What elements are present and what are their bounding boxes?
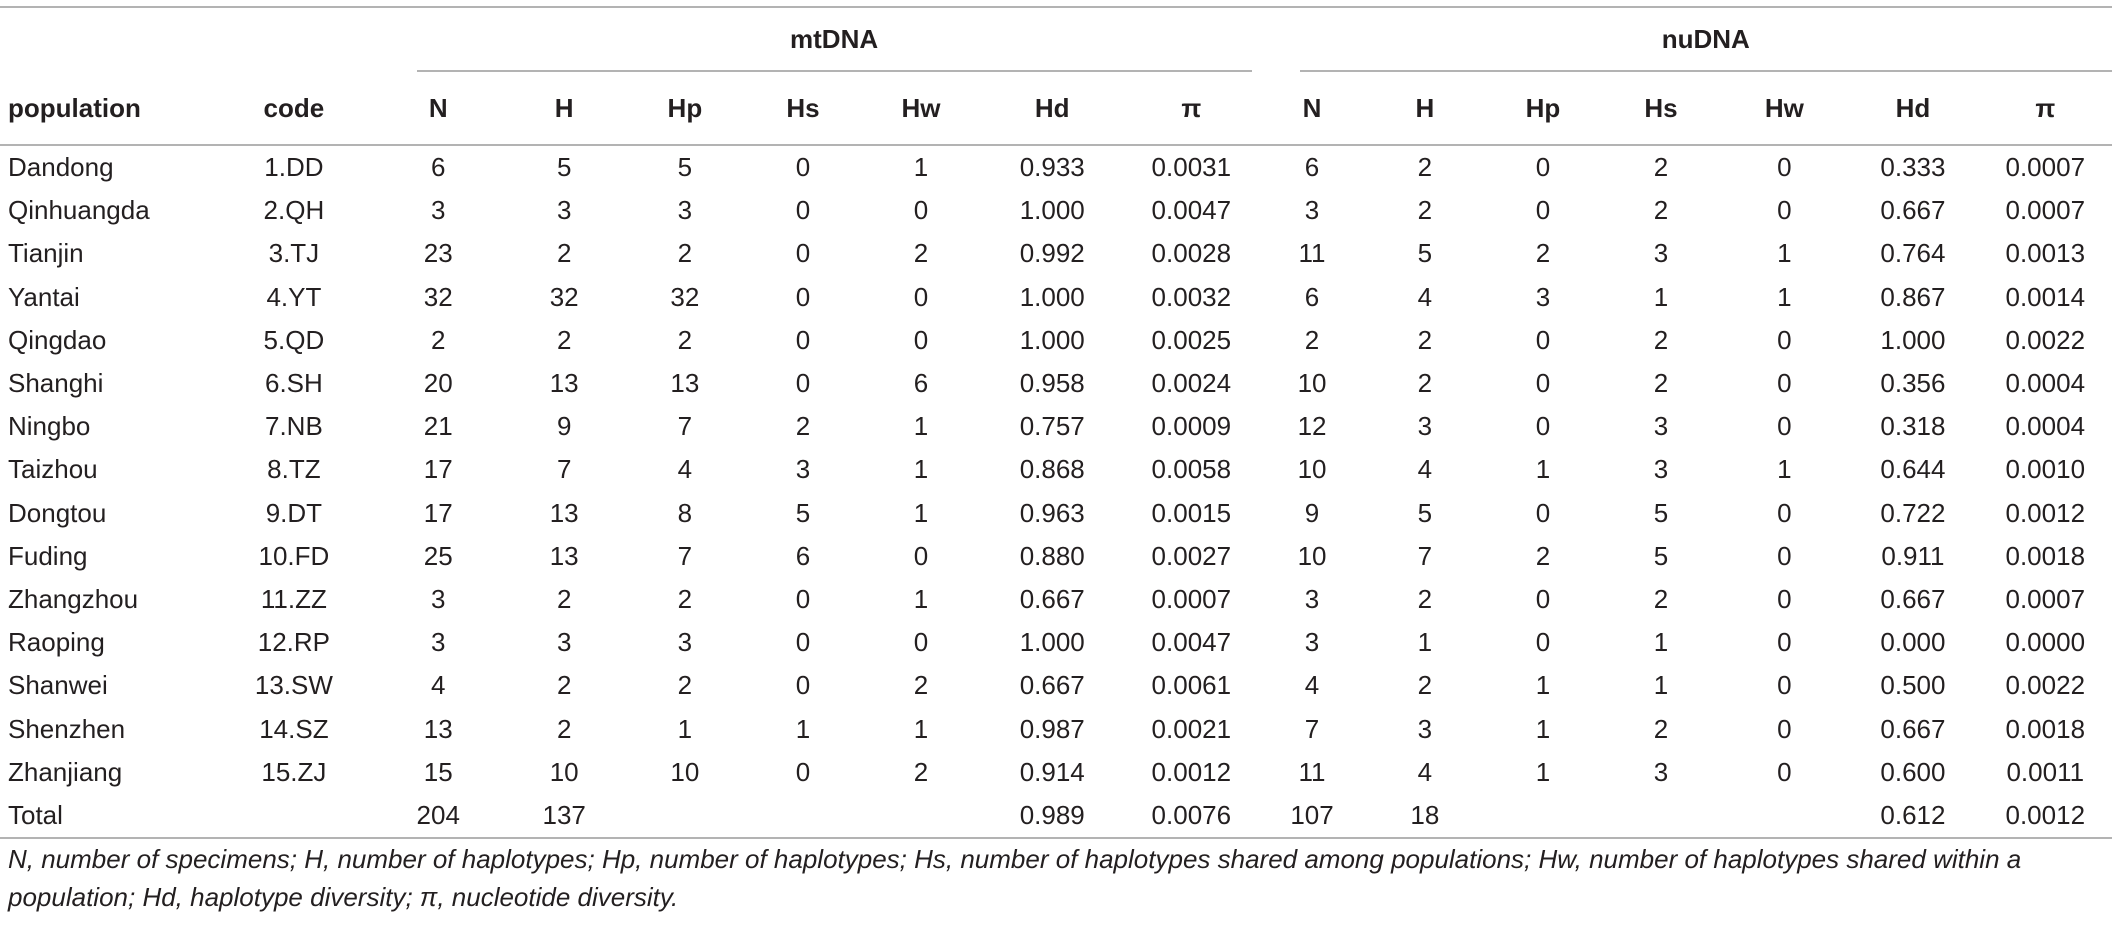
value-cell: 0.333 <box>1880 152 1946 183</box>
code-cell: 14.SZ <box>259 713 329 744</box>
value-cell: 0 <box>1777 713 1792 744</box>
value-cell: 204 <box>373 794 504 838</box>
value-cell: 6 <box>430 152 446 183</box>
table-row <box>0 621 2112 664</box>
value-cell: 0.992 <box>1019 238 1085 269</box>
value-cell: 0.600 <box>1880 756 1946 787</box>
value-cell: 0.500 <box>1880 670 1946 701</box>
value-cell: 6 <box>913 368 929 399</box>
population-cell: Taizhou <box>8 454 98 485</box>
value-cell: 3 <box>1653 411 1669 442</box>
value-cell: 1 <box>1535 756 1551 787</box>
value-cell: 3 <box>1417 411 1433 442</box>
code-cell: 3.TJ <box>268 238 320 269</box>
value-cell: 1 <box>1777 281 1792 312</box>
value-cell: 0 <box>1535 195 1551 226</box>
value-cell: 0.0013 <box>2005 238 2086 269</box>
column-header-mt-hw: Hw <box>861 72 982 145</box>
value-cell: 2 <box>1417 324 1433 355</box>
value-cell: 1 <box>1417 627 1433 658</box>
value-cell: 0.0014 <box>2005 281 2086 312</box>
value-cell: 0.722 <box>1880 497 1946 528</box>
value-cell: 0.0021 <box>1151 713 1232 744</box>
column-header-mt-hp: Hp <box>625 72 746 145</box>
column-header-mt-n: N <box>373 72 504 145</box>
code-cell: 13.SW <box>254 670 333 701</box>
code-cell: 15.ZJ <box>261 756 327 787</box>
value-cell: 0 <box>795 368 811 399</box>
value-cell: 0.000 <box>1880 627 1946 658</box>
value-cell: 10 <box>670 756 700 787</box>
value-cell: 0.0011 <box>2006 756 2085 787</box>
column-header-nu-n: N <box>1260 72 1365 145</box>
value-cell: 0.667 <box>1880 713 1946 744</box>
group-header-nudna: nuDNA <box>1300 8 2112 72</box>
value-cell: 3 <box>430 583 446 614</box>
value-cell: 0 <box>1535 497 1551 528</box>
code-cell: 8.TZ <box>267 454 321 485</box>
value-cell: 13 <box>549 540 579 571</box>
value-cell: 0.963 <box>1019 497 1085 528</box>
value-cell: 9 <box>1304 497 1320 528</box>
value-cell: 1.000 <box>1019 627 1085 658</box>
value-cell: 0 <box>795 152 811 183</box>
value-cell: 3 <box>430 627 446 658</box>
population-cell: Yantai <box>8 281 80 312</box>
value-cell: 0 <box>795 670 811 701</box>
population-cell: Qingdao <box>8 324 107 355</box>
population-cell: Zhanjiang <box>8 756 123 787</box>
value-cell: 2 <box>1653 713 1669 744</box>
value-cell: 0.933 <box>1019 152 1085 183</box>
table-row <box>0 448 2112 491</box>
value-cell: 0.0012 <box>2005 497 2086 528</box>
value-cell: 10 <box>1297 368 1327 399</box>
value-cell: 0.757 <box>1019 411 1085 442</box>
value-cell: 32 <box>549 281 579 312</box>
value-cell: 0.958 <box>1019 368 1085 399</box>
value-cell: 2 <box>913 756 929 787</box>
value-cell: 2 <box>913 670 929 701</box>
value-cell: 0.764 <box>1880 238 1946 269</box>
value-cell: 10 <box>1297 540 1327 571</box>
value-cell: 2 <box>1417 152 1433 183</box>
value-cell: 5 <box>1417 497 1433 528</box>
value-cell: 1 <box>1535 713 1551 744</box>
value-cell: 0 <box>1535 324 1551 355</box>
value-cell: 0 <box>1535 411 1551 442</box>
value-cell: 1 <box>1777 454 1792 485</box>
value-cell: 3 <box>1653 454 1669 485</box>
table-body <box>0 145 2112 838</box>
value-cell: 2 <box>913 238 929 269</box>
table-row <box>0 145 2112 189</box>
value-cell: 0.644 <box>1880 454 1946 485</box>
value-cell: 3 <box>556 627 572 658</box>
code-cell <box>215 794 372 838</box>
value-cell: 13 <box>423 713 453 744</box>
value-cell: 0.0031 <box>1151 152 1232 183</box>
population-cell: Ningbo <box>8 411 91 442</box>
value-cell: 2 <box>795 411 811 442</box>
value-cell: 0.0007 <box>2005 583 2086 614</box>
value-cell: 1 <box>913 583 929 614</box>
group-header-blank <box>0 7 373 72</box>
value-cell <box>1485 794 1600 838</box>
value-cell: 6 <box>795 540 811 571</box>
value-cell: 6 <box>1304 281 1320 312</box>
value-cell: 21 <box>423 411 453 442</box>
value-cell: 137 <box>504 794 625 838</box>
value-cell: 2 <box>556 713 572 744</box>
value-cell: 1.000 <box>1019 195 1085 226</box>
code-cell: 1.DD <box>264 152 324 183</box>
group-header-mtdna-cell <box>373 7 1260 72</box>
value-cell: 2 <box>1417 583 1433 614</box>
value-cell: 13 <box>670 368 700 399</box>
population-cell: Qinhuangda <box>8 195 150 226</box>
value-cell: 1 <box>1535 454 1551 485</box>
table-row <box>0 492 2112 535</box>
value-cell: 8 <box>677 497 693 528</box>
column-header-nu-hs: Hs <box>1601 72 1722 145</box>
value-cell: 4 <box>677 454 693 485</box>
population-cell: Dongtou <box>8 497 107 528</box>
value-cell: 0.0012 <box>1151 756 1232 787</box>
group-header-mtdna: mtDNA <box>417 8 1252 72</box>
value-cell: 3 <box>1304 627 1320 658</box>
value-cell: 1 <box>913 152 929 183</box>
value-cell: 0.667 <box>1880 583 1946 614</box>
value-cell: 0.0010 <box>2005 454 2086 485</box>
value-cell: 4 <box>1304 670 1320 701</box>
value-cell: 0.0018 <box>2005 540 2086 571</box>
value-cell: 2 <box>1653 152 1669 183</box>
value-cell: 2 <box>1417 670 1433 701</box>
column-header-nu-pi: π <box>1979 72 2112 145</box>
value-cell: 17 <box>423 454 453 485</box>
value-cell: 2 <box>677 238 693 269</box>
table-row <box>0 794 2112 838</box>
value-cell: 2 <box>1304 324 1320 355</box>
value-cell: 0.0024 <box>1151 368 1232 399</box>
value-cell: 0.0000 <box>2005 627 2086 658</box>
value-cell: 0.0047 <box>1151 627 1232 658</box>
value-cell: 0 <box>913 324 929 355</box>
value-cell: 15 <box>423 756 453 787</box>
value-cell: 0 <box>795 324 811 355</box>
value-cell: 32 <box>423 281 453 312</box>
value-cell: 0 <box>1777 195 1792 226</box>
value-cell: 0 <box>1535 627 1551 658</box>
value-cell: 0.0058 <box>1151 454 1232 485</box>
value-cell <box>745 794 860 838</box>
table-row <box>0 707 2112 750</box>
value-cell: 0 <box>1777 756 1792 787</box>
value-cell: 0.987 <box>1019 713 1085 744</box>
value-cell: 7 <box>1304 713 1320 744</box>
value-cell: 0 <box>795 756 811 787</box>
value-cell: 3 <box>556 195 572 226</box>
group-header-nudna-cell <box>1260 7 2112 72</box>
population-cell: Shanwei <box>8 670 108 701</box>
value-cell: 3 <box>1653 756 1669 787</box>
value-cell: 2 <box>1653 324 1669 355</box>
value-cell: 12 <box>1297 411 1327 442</box>
value-cell <box>1721 794 1847 838</box>
value-cell: 2 <box>1417 195 1433 226</box>
value-cell: 7 <box>556 454 572 485</box>
value-cell: 11 <box>1298 238 1326 269</box>
value-cell: 3 <box>1304 195 1320 226</box>
value-cell: 2 <box>1535 540 1551 571</box>
value-cell: 3 <box>1304 583 1320 614</box>
value-cell: 4 <box>1417 756 1433 787</box>
value-cell: 0 <box>1777 670 1792 701</box>
value-cell: 1 <box>677 713 693 744</box>
column-header-population: population <box>0 72 215 145</box>
value-cell <box>1601 794 1722 838</box>
population-cell: Total <box>0 794 215 838</box>
value-cell: 0.667 <box>1019 583 1085 614</box>
value-cell: 20 <box>423 368 453 399</box>
code-cell: 7.NB <box>264 411 323 442</box>
value-cell: 0 <box>795 583 811 614</box>
value-cell: 0 <box>1535 583 1551 614</box>
table-row <box>0 535 2112 578</box>
value-cell: 0 <box>913 540 929 571</box>
value-cell: 0 <box>1777 583 1792 614</box>
table-row <box>0 189 2112 232</box>
value-cell: 0.667 <box>1019 670 1085 701</box>
value-cell: 2 <box>1653 368 1669 399</box>
value-cell: 5 <box>556 152 572 183</box>
value-cell: 2 <box>1653 195 1669 226</box>
code-cell: 2.QH <box>263 195 325 226</box>
code-cell: 4.YT <box>266 281 322 312</box>
value-cell: 7 <box>1417 540 1433 571</box>
value-cell: 2 <box>1653 583 1669 614</box>
table-row <box>0 276 2112 319</box>
value-cell: 0.0022 <box>2005 324 2086 355</box>
value-cell: 1 <box>795 713 811 744</box>
value-cell: 3 <box>430 195 446 226</box>
value-cell: 2 <box>677 670 693 701</box>
value-cell: 0 <box>1777 152 1792 183</box>
value-cell: 0 <box>1777 540 1792 571</box>
value-cell: 10 <box>1297 454 1327 485</box>
value-cell: 0 <box>795 627 811 658</box>
column-header-nu-hd: Hd <box>1847 72 1978 145</box>
value-cell: 1 <box>1535 670 1551 701</box>
value-cell: 107 <box>1260 794 1365 838</box>
value-cell: 7 <box>677 540 693 571</box>
value-cell: 0 <box>1777 497 1792 528</box>
value-cell: 2 <box>556 238 572 269</box>
code-cell: 6.SH <box>264 368 323 399</box>
value-cell: 7 <box>677 411 693 442</box>
value-cell: 0.0004 <box>2005 411 2086 442</box>
value-cell: 18 <box>1365 794 1486 838</box>
value-cell: 3 <box>1535 281 1551 312</box>
value-cell: 1 <box>1653 281 1669 312</box>
population-cell: Raoping <box>8 627 105 658</box>
table-row <box>0 319 2112 362</box>
value-cell: 4 <box>430 670 446 701</box>
code-cell: 5.QD <box>263 324 325 355</box>
column-header-mt-pi: π <box>1123 72 1259 145</box>
value-cell: 0.0022 <box>2005 670 2086 701</box>
population-cell: Shanghi <box>8 368 104 399</box>
value-cell: 2 <box>1417 368 1433 399</box>
value-cell: 9 <box>556 411 572 442</box>
value-cell: 0.0015 <box>1151 497 1232 528</box>
code-cell: 12.RP <box>257 627 331 658</box>
value-cell: 0.0025 <box>1151 324 1232 355</box>
value-cell: 1 <box>913 411 929 442</box>
value-cell: 0 <box>1535 152 1551 183</box>
column-header-nu-h: H <box>1365 72 1486 145</box>
code-cell: 11.ZZ <box>260 583 327 614</box>
value-cell: 0.0004 <box>2005 368 2086 399</box>
value-cell: 5 <box>1417 238 1433 269</box>
value-cell: 1.000 <box>1019 324 1085 355</box>
column-header-row <box>0 72 2112 145</box>
value-cell: 6 <box>1304 152 1320 183</box>
value-cell: 2 <box>556 324 572 355</box>
population-cell: Tianjin <box>8 238 84 269</box>
value-cell: 0 <box>795 195 811 226</box>
column-header-mt-hs: Hs <box>745 72 860 145</box>
value-cell: 0 <box>1777 411 1792 442</box>
code-cell: 10.FD <box>258 540 330 571</box>
value-cell: 0.0027 <box>1151 540 1232 571</box>
value-cell: 1.000 <box>1880 324 1946 355</box>
value-cell: 10 <box>549 756 579 787</box>
value-cell: 13 <box>549 368 579 399</box>
value-cell: 0 <box>1777 324 1792 355</box>
value-cell: 0.0012 <box>1979 794 2112 838</box>
column-header-mt-h: H <box>504 72 625 145</box>
value-cell: 3 <box>1417 713 1433 744</box>
value-cell: 0 <box>1777 368 1792 399</box>
table-row <box>0 362 2112 405</box>
value-cell: 0.0007 <box>1151 583 1232 614</box>
value-cell: 0.0061 <box>1151 670 1232 701</box>
value-cell: 11 <box>1298 756 1326 787</box>
table-row <box>0 232 2112 275</box>
column-header-code: code <box>215 72 372 145</box>
value-cell: 1 <box>1653 670 1669 701</box>
table-row <box>0 751 2112 794</box>
column-header-nu-hw: Hw <box>1721 72 1847 145</box>
value-cell: 5 <box>795 497 811 528</box>
value-cell: 0.318 <box>1880 411 1946 442</box>
value-cell <box>861 794 982 838</box>
column-header-nu-hp: Hp <box>1485 72 1600 145</box>
value-cell: 0.612 <box>1847 794 1978 838</box>
value-cell: 0 <box>913 281 929 312</box>
code-cell: 9.DT <box>265 497 323 528</box>
value-cell: 3 <box>677 627 693 658</box>
value-cell: 0.989 <box>981 794 1123 838</box>
population-cell: Zhangzhou <box>8 583 139 614</box>
value-cell: 0 <box>795 238 811 269</box>
value-cell: 1 <box>913 497 929 528</box>
group-header-row <box>0 7 2112 72</box>
value-cell: 0.0007 <box>2005 152 2086 183</box>
value-cell: 0.880 <box>1019 540 1085 571</box>
value-cell: 2 <box>677 324 693 355</box>
value-cell: 1 <box>913 713 929 744</box>
value-cell: 4 <box>1417 454 1433 485</box>
value-cell: 0.356 <box>1880 368 1946 399</box>
value-cell: 0.868 <box>1019 454 1085 485</box>
value-cell: 0.911 <box>1881 540 1945 571</box>
value-cell: 2 <box>556 670 572 701</box>
value-cell: 0.0009 <box>1151 411 1232 442</box>
value-cell: 2 <box>1535 238 1551 269</box>
value-cell: 0.0047 <box>1151 195 1232 226</box>
table-row <box>0 405 2112 448</box>
value-cell: 4 <box>1417 281 1433 312</box>
value-cell: 2 <box>556 583 572 614</box>
value-cell: 0.0076 <box>1123 794 1259 838</box>
value-cell: 17 <box>423 497 453 528</box>
value-cell: 0 <box>795 281 811 312</box>
value-cell: 1 <box>1653 627 1669 658</box>
value-cell: 0 <box>1535 368 1551 399</box>
table-row <box>0 578 2112 621</box>
population-cell: Fuding <box>8 540 88 571</box>
value-cell: 0 <box>913 627 929 658</box>
value-cell: 3 <box>1653 238 1669 269</box>
value-cell: 0 <box>1777 627 1792 658</box>
value-cell: 1 <box>913 454 929 485</box>
value-cell: 0.0007 <box>2005 195 2086 226</box>
population-cell: Dandong <box>8 152 114 183</box>
value-cell: 0.0018 <box>2005 713 2086 744</box>
population-cell: Shenzhen <box>8 713 126 744</box>
value-cell: 3 <box>677 195 693 226</box>
value-cell: 3 <box>795 454 811 485</box>
value-cell: 5 <box>1653 497 1669 528</box>
value-cell: 0.867 <box>1880 281 1946 312</box>
value-cell: 5 <box>677 152 693 183</box>
value-cell: 0.0032 <box>1151 281 1232 312</box>
value-cell: 5 <box>1653 540 1669 571</box>
column-header-mt-hd: Hd <box>981 72 1123 145</box>
value-cell: 2 <box>430 324 446 355</box>
value-cell: 32 <box>670 281 700 312</box>
value-cell: 13 <box>549 497 579 528</box>
value-cell: 0.667 <box>1880 195 1946 226</box>
table-footnote: N, number of specimens; H, number of haplotypes; Hp, number of haplotypes; Hs, number of haplotypes shared among populations; Hw, number of haplotypes shared within a population; Hd, haplotype diversity; π, nucleotide diversity. <box>8 844 2022 912</box>
value-cell <box>625 794 746 838</box>
value-cell: 0 <box>913 195 929 226</box>
value-cell: 1.000 <box>1019 281 1085 312</box>
value-cell: 0.914 <box>1019 756 1085 787</box>
value-cell: 0.0028 <box>1151 238 1232 269</box>
value-cell: 2 <box>677 583 693 614</box>
haplotype-diversity-table <box>0 6 2112 839</box>
value-cell: 1 <box>1777 238 1792 269</box>
value-cell: 23 <box>423 238 453 269</box>
value-cell: 25 <box>423 540 453 571</box>
table-row <box>0 664 2112 707</box>
